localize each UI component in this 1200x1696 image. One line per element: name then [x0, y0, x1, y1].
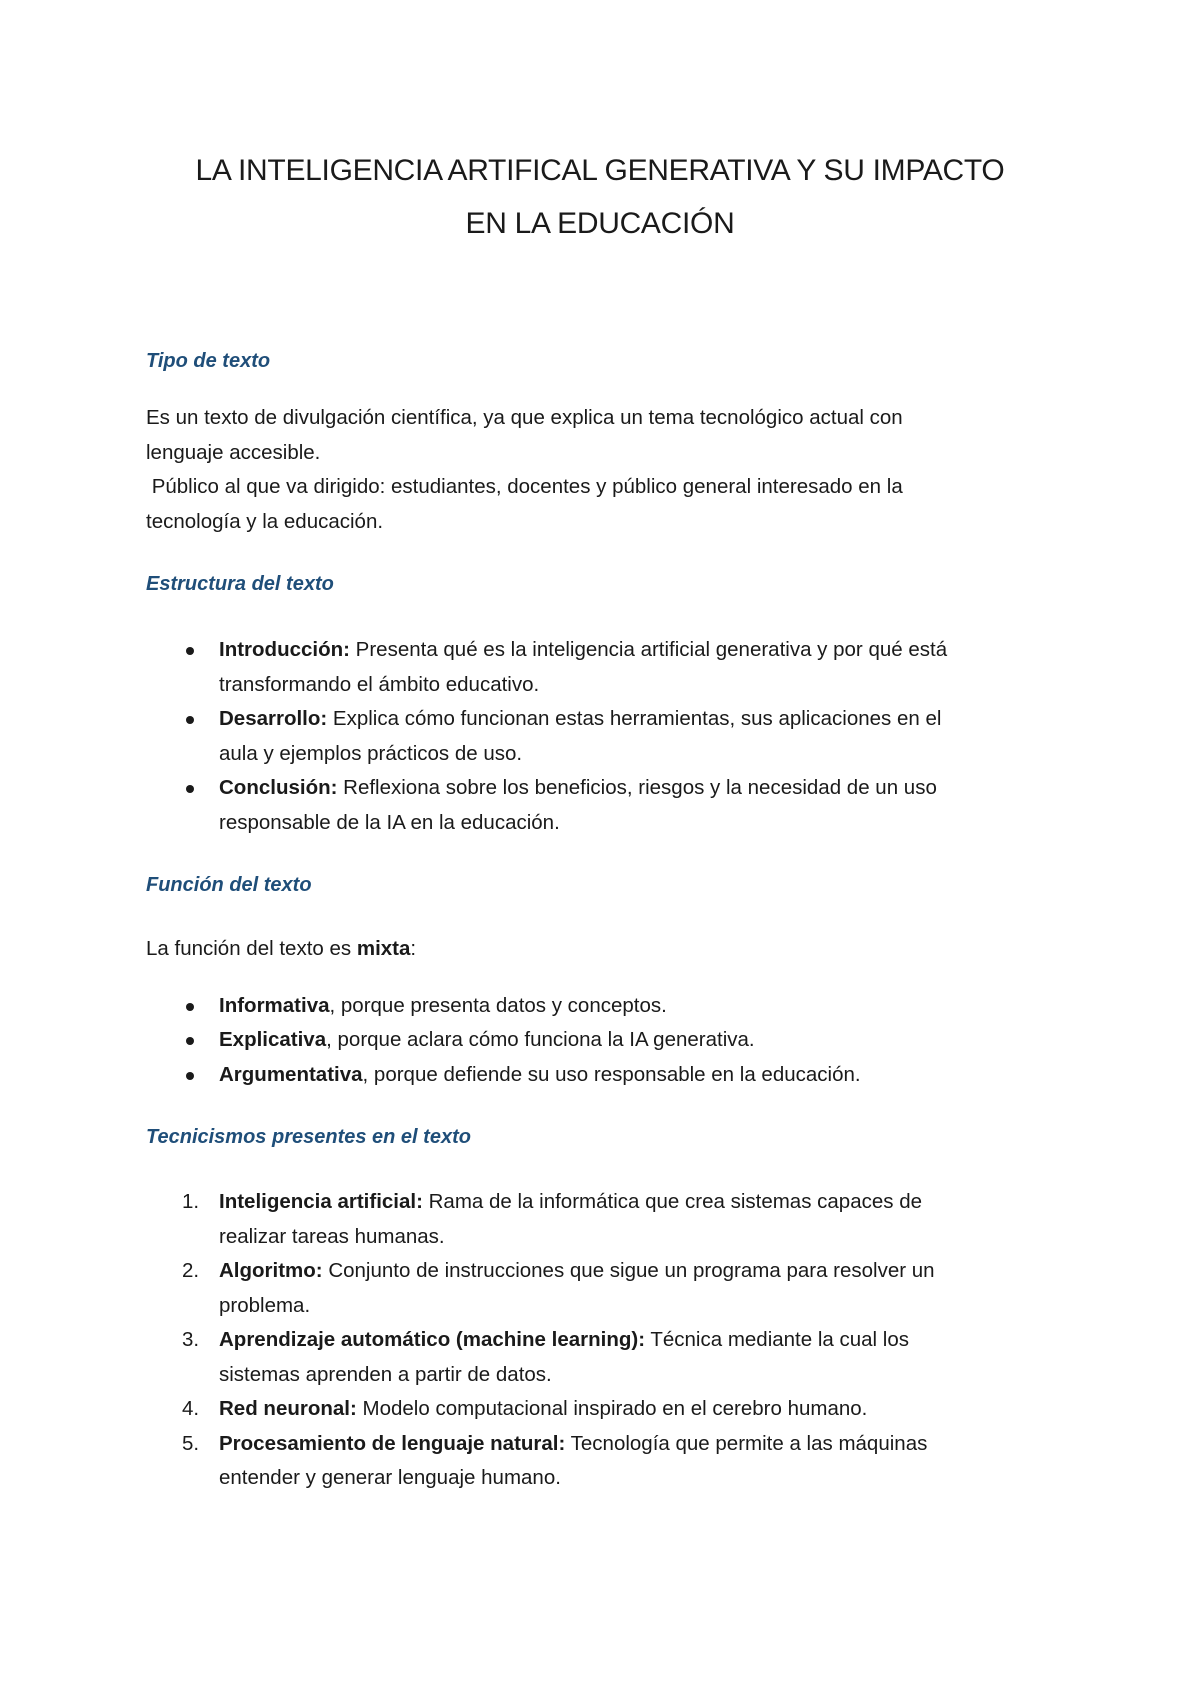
list-item [146, 771, 1054, 840]
title-line-2: EN LA EDUCACIÓN [465, 207, 735, 240]
bullet-icon [186, 1037, 194, 1045]
list-item-term: Informativa [219, 993, 330, 1017]
funcion-intro-bold: mixta [356, 937, 411, 960]
list-item [146, 702, 1054, 771]
bullet-icon [186, 1003, 194, 1011]
list-item [146, 633, 1054, 702]
list-item-text-cont: aula y ejemplos prácticos de uso. [219, 741, 523, 765]
list-item-text: Explica cómo funcionan estas herramientas, sus aplicaciones en el [327, 707, 942, 730]
funcion-intro-colon: : [410, 937, 417, 960]
list-number: 2. [182, 1259, 200, 1282]
list-item-term: Desarrollo: [219, 707, 328, 730]
list-item [146, 1427, 1054, 1496]
list-item-text: Técnica mediante la cual los [645, 1328, 910, 1351]
list-item-text: Presenta qué es la inteligencia artificial generativa y por qué está [349, 638, 948, 661]
list-item [146, 1323, 1054, 1392]
list-number: 4. [182, 1397, 200, 1420]
list-item [146, 1254, 1054, 1323]
list-item-term: Introducción: [219, 638, 350, 661]
list-item-term: Inteligencia artificial: [219, 1190, 423, 1213]
tipo-p2-line1: Público al que va dirigido: estudiantes, docentes y público general interesado en la [146, 475, 903, 498]
bullet-icon [186, 647, 194, 655]
list-item-term: Explicativa [219, 1028, 327, 1051]
list-item-text-cont: problema. [219, 1293, 311, 1317]
section-heading-estructura: Estructura del texto [146, 573, 334, 595]
list-item-text-cont: realizar tareas humanas. [219, 1224, 445, 1248]
list-item-text-cont: entender y generar lenguaje humano. [219, 1466, 561, 1489]
funcion-list [146, 989, 1054, 1093]
list-item-text: Modelo computacional inspirado en el cerebro humano. [356, 1397, 868, 1420]
section-heading-funcion: Función del texto [146, 874, 312, 896]
tipo-p2-line2: tecnología y la educación. [146, 509, 384, 533]
bullet-icon [186, 785, 194, 793]
list-item [146, 1058, 1054, 1093]
list-item [146, 1185, 1054, 1254]
list-number: 3. [182, 1328, 200, 1351]
tecnicismos-list [146, 1185, 1054, 1496]
list-item-text-cont: sistemas aprenden a partir de datos. [219, 1362, 552, 1386]
list-item-term: Argumentativa [219, 1062, 363, 1086]
list-item-term: Procesamiento de lenguaje natural: [219, 1431, 566, 1455]
list-item-term: Aprendizaje automático (machine learning): [219, 1328, 646, 1351]
estructura-list [146, 633, 1054, 840]
title-line-1: LA INTELIGENCIA ARTIFICAL GENERATIVA Y SU IMPACTO [195, 154, 1005, 187]
tipo-paragraph [146, 401, 1054, 539]
funcion-intro-text: La función del texto es [146, 937, 357, 960]
list-item-term: Red neuronal: [219, 1397, 357, 1420]
list-item-text: Conjunto de instrucciones que sigue un programa para resolver un [322, 1259, 935, 1282]
list-item-text: , porque defiende su uso responsable en la educación. [362, 1062, 861, 1086]
list-item-text-cont: transformando el ámbito educativo. [219, 672, 540, 696]
list-item [146, 989, 1054, 1024]
list-item-text: Rama de la informática que crea sistemas capaces de [422, 1190, 922, 1213]
section-heading-tipo: Tipo de texto [146, 350, 271, 372]
list-item-text: , porque aclara cómo funciona la IA generativa. [326, 1028, 755, 1051]
tipo-p1-line2: lenguaje accesible. [146, 440, 321, 464]
list-item-term: Algoritmo: [219, 1259, 323, 1282]
list-item-text: Reflexiona sobre los beneficios, riesgos y la necesidad de un uso [337, 776, 937, 799]
list-item [146, 1023, 1054, 1058]
funcion-intro [146, 932, 1054, 967]
tipo-p1-line1: Es un texto de divulgación científica, ya que explica un tema tecnológico actual con [146, 406, 903, 429]
list-item [146, 1392, 1054, 1427]
list-number: 5. [182, 1431, 200, 1455]
section-heading-tecnicismos: Tecnicismos presentes en el texto [146, 1126, 471, 1148]
list-item-text: , porque presenta datos y conceptos. [329, 993, 667, 1017]
bullet-icon [186, 716, 194, 724]
list-number: 1. [182, 1190, 200, 1213]
list-item-text-cont: responsable de la IA en la educación. [219, 810, 560, 834]
bullet-icon [186, 1072, 194, 1080]
list-item-term: Conclusión: [219, 776, 338, 799]
document-title [146, 0, 1054, 250]
list-item-text: Tecnología que permite a las máquinas [565, 1431, 928, 1455]
